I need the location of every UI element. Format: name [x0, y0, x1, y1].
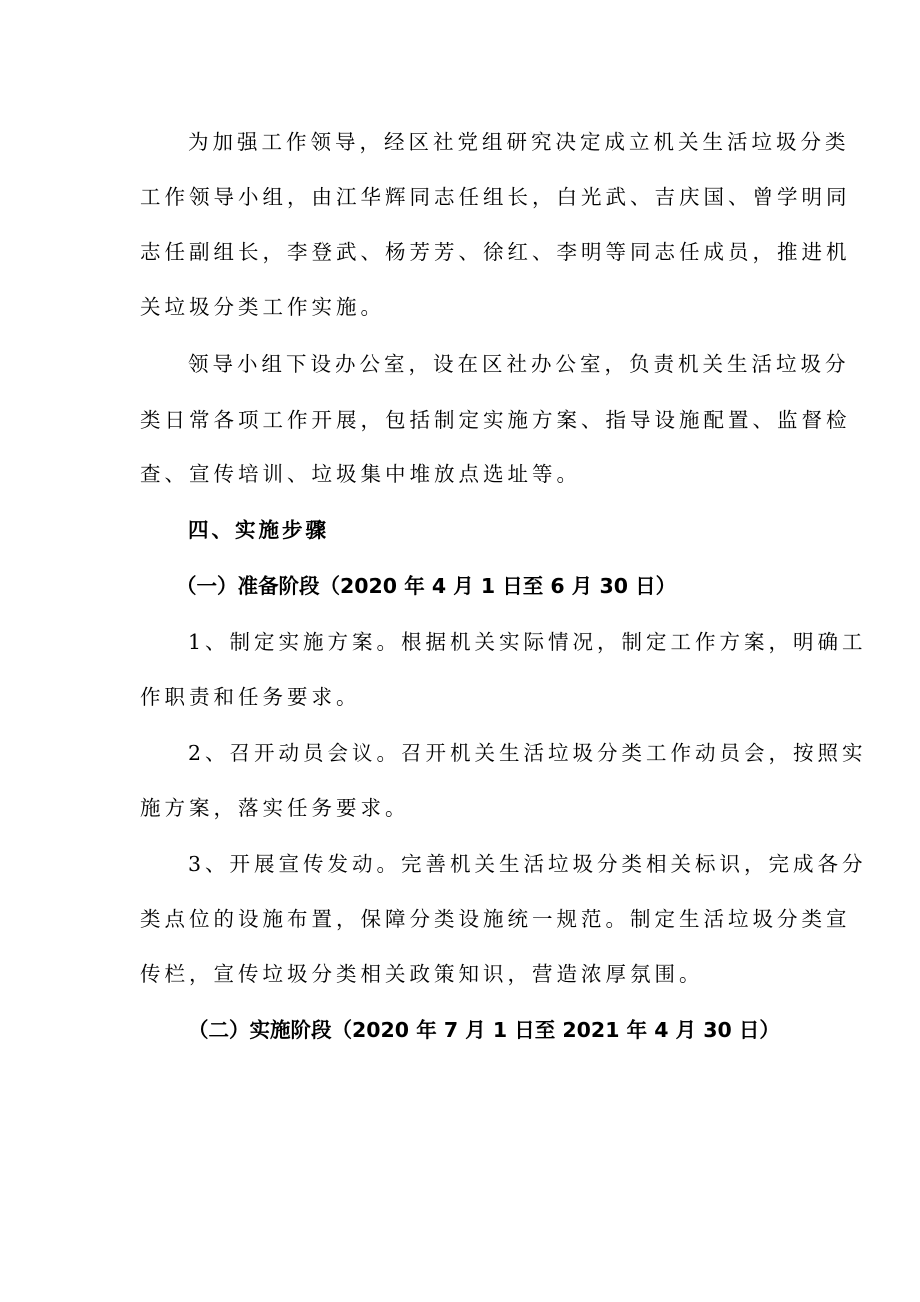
item3-line-2: 类点位的设施布置，保障分类设施统一规范。制定生活垃圾分类宣	[140, 907, 851, 931]
para2-line-2: 类日常各项工作开展，包括制定实施方案、指导设施配置、监督检	[140, 408, 851, 432]
item1-line-2: 作职责和任务要求。	[140, 685, 361, 709]
para1-line-3: 志任副组长，李登武、杨芳芳、徐红、李明等同志任成员，推进机	[140, 240, 851, 264]
item2-line-1: 2、召开动员会议。召开机关生活垃圾分类工作动员会，按照实	[188, 741, 867, 765]
stage2-heading: （二）实施阶段（2020 年 7 月 1 日至 2021 年 4 月 30 日）	[188, 1018, 780, 1042]
para1-line-1: 为加强工作领导，经区社党组研究决定成立机关生活垃圾分类	[188, 130, 850, 154]
para2-line-1: 领导小组下设办公室，设在区社办公室，负责机关生活垃圾分	[188, 352, 850, 376]
para2-line-3: 查、宣传培训、垃圾集中堆放点选址等。	[140, 462, 581, 486]
para1-line-2: 工作领导小组，由江华辉同志任组长，白光武、吉庆国、曾学明同	[140, 185, 851, 209]
item3-line-1: 3、开展宣传发动。完善机关生活垃圾分类相关标识，完成各分	[188, 852, 867, 876]
item1-line-1: 1、制定实施方案。根据机关实际情况，制定工作方案，明确工	[188, 630, 867, 654]
item3-line-3: 传栏，宣传垃圾分类相关政策知识，营造浓厚氛围。	[140, 962, 704, 986]
para1-line-4: 关垃圾分类工作实施。	[140, 295, 385, 319]
section-heading-4: 四、实施步骤	[188, 518, 329, 542]
stage1-heading: （一）准备阶段（2020 年 4 月 1 日至 6 月 30 日）	[176, 574, 677, 598]
item2-line-2: 施方案，落实任务要求。	[140, 796, 410, 820]
